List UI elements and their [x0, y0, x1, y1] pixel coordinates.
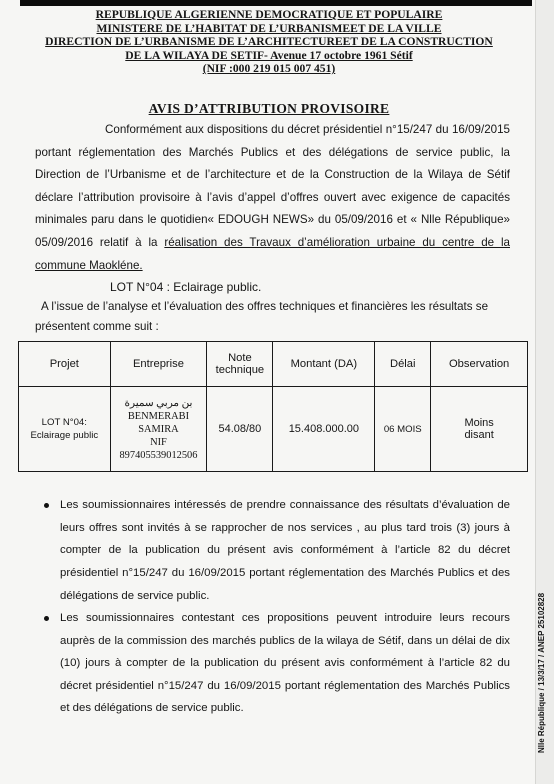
projet-line-1: LOT N°04: [41, 417, 87, 429]
bullet-text-1: Les soumissionnaires intéressés de prendre connaissance des résultats d’évaluation de leurs offres sont invités à se rapprocher de nos services , au plus tard trois (3) jours à compter de la publication du présent avis conformément à l’article 82 du décret présidentiel n°15/247 du 16/09/2015 portant réglementation des Marchés Publics et des délégations de service public. [60, 499, 510, 602]
observation-line-2: disant [464, 429, 494, 442]
entreprise-nif: NIF 897405539012506 [119, 436, 198, 461]
list-item [60, 607, 528, 720]
bullet-list [10, 494, 528, 720]
notice-title: AVIS D’ATTRIBUTION PROVISOIRE [148, 100, 390, 116]
bullet-icon [44, 503, 49, 508]
cell-delai: 06 MOIS [375, 387, 431, 472]
header-delai: Délai [375, 342, 431, 387]
header-note: Note technique [207, 342, 273, 387]
header-montant: Montant (DA) [273, 342, 375, 387]
observation-line-1: Moins [464, 417, 494, 430]
intro-underlined: réalisation des Travaux d’amélioration urbaine du centre de la commune Maokléne. [35, 235, 510, 272]
letterhead-line-1: REPUBLIQUE ALGERIENNE DEMOCRATIQUE ET POPULAIRE [95, 8, 443, 21]
notice-page [10, 8, 528, 720]
header-projet: Projet [19, 342, 111, 387]
side-strip [535, 0, 554, 784]
cell-projet [19, 387, 111, 472]
letterhead-nif: (NIF :000 219 015 007 451) [202, 62, 336, 76]
lot-label: LOT N°04 : Eclairage public. [110, 280, 262, 295]
intro-text: Conformément aux dispositions du décret présidentiel n°15/247 du 16/09/2015 portant réglementation des Marchés Publics et des délégations de service public, la Direction de l’Urbanisme et de l’architecture et de la Construction de la Wilaya de Sétif déclare l’attribution provisoire à l’avis d’appel d’offres ouvert avec exigence de capacités minimales paru dans le quotidien« EDOUGH NEWS» du 05/09/2016 et « Nlle République» 05/09/2016 relatif à la [35, 122, 510, 249]
letterhead-line-3: DIRECTION DE L’URBANISME DE L’ARCHITECTUREET DE LA CONSTRUCTION [45, 35, 493, 49]
header-observation: Observation [431, 342, 528, 387]
cell-note: 54.08/80 [207, 387, 273, 472]
table-row [19, 387, 528, 472]
header-entreprise: Entreprise [110, 342, 207, 387]
results-intro: A l’issue de l’analyse et l’évaluation des offres techniques et financières les résultats se présentent comme suit : [35, 300, 489, 334]
results-table [18, 341, 528, 472]
entreprise-name-2: SAMIRA [138, 423, 179, 435]
letterhead-line-2: MINISTERE DE L’HABITAT DE L’URBANISMEET DE LA VILLE [96, 21, 442, 35]
letterhead-line-4: DE LA WILAYA DE SETIF- Avenue 17 octobre 1961 Sétif [125, 48, 413, 62]
entreprise-arabic-name: بن مربي سميرة [124, 397, 193, 409]
cell-observation [431, 387, 528, 472]
intro-paragraph [10, 119, 528, 277]
letterhead [10, 8, 528, 76]
cell-entreprise [110, 387, 207, 472]
bullet-icon [44, 616, 49, 621]
list-item [60, 494, 528, 607]
projet-line-2: Eclairage public [30, 430, 99, 442]
top-rule [20, 0, 532, 6]
cell-montant: 15.408.000.00 [273, 387, 375, 472]
publication-reference: Nlle République / 13/3/17 / ANEP 25102828 [537, 592, 546, 753]
entreprise-name-1: BENMERABI [127, 410, 190, 422]
table-header-row [19, 342, 528, 387]
bullet-text-2: Les soumissionnaires contestant ces propositions peuvent introduire leurs recours auprès de la commission des marchés publics de la wilaya de Sétif, dans un délai de dix (10) jours à compter de la publication du présent avis conformément à l’article 82 du décret présidentiel n°15/247 du 16/09/2015 portant réglementation des Marchés Publics et des délégations de service public. [60, 612, 510, 715]
